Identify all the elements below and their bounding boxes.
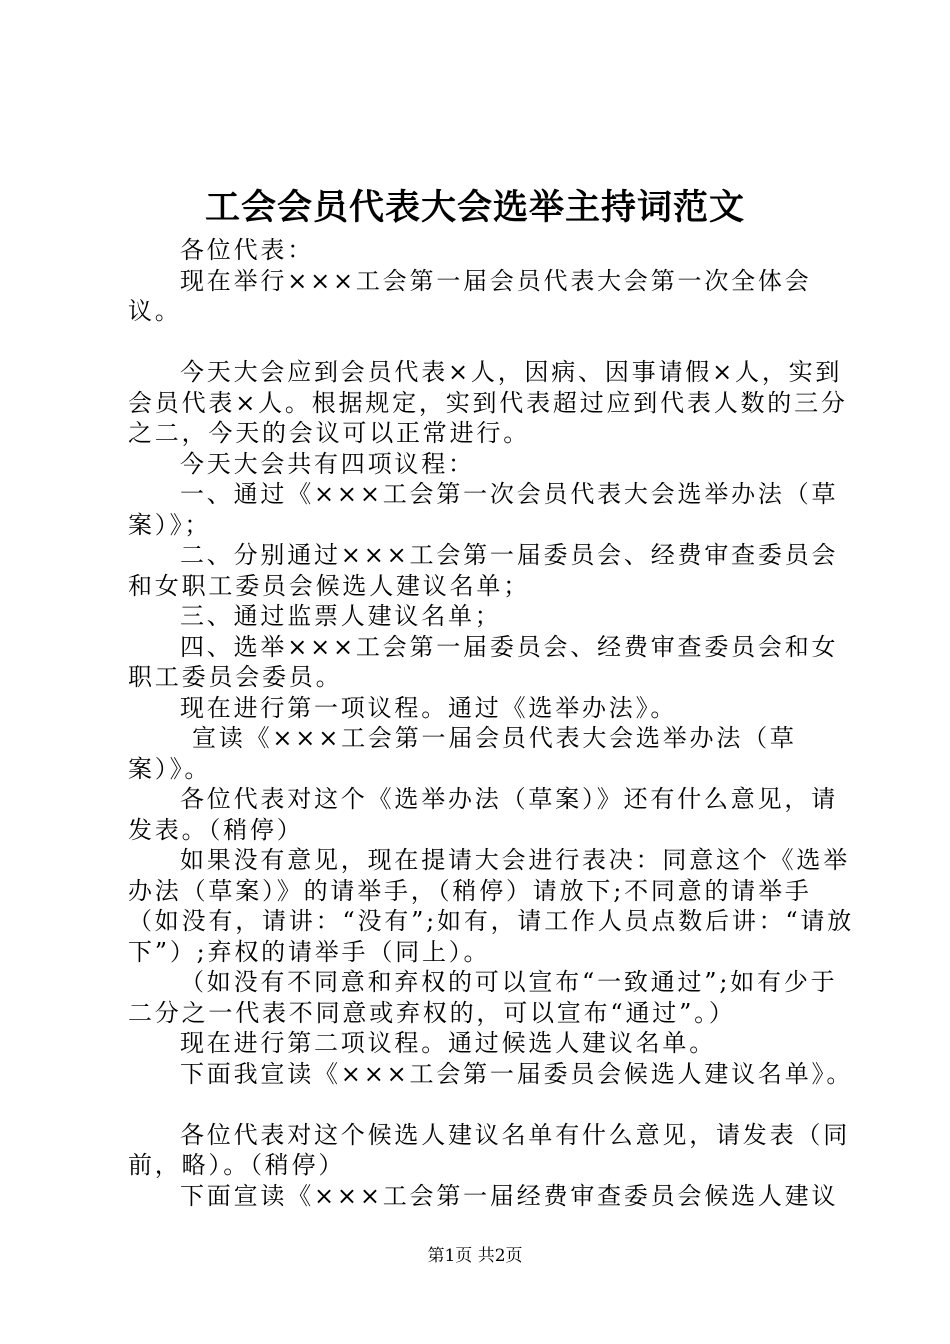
document-title: 工会会员代表大会选举主持词范文 [204, 187, 745, 228]
paragraph: 各位代表对这个《选举办法（草案）》还有什么意见，请发表。（稍停） [128, 785, 838, 844]
paragraph: 各位代表： [180, 236, 314, 264]
paragraph: 宣读《×××工会第一届会员代表大会选举办法（草案）》。 [128, 724, 797, 783]
document-body [128, 235, 858, 1211]
paragraph: （如没有不同意和弃权的可以宣布“一致通过”;如有少于二分之一代表不同意或弃权的，可以宣布“通过”。） [128, 968, 838, 1027]
paragraph: 现在进行第一项议程。通过《选举办法》。 [180, 693, 678, 722]
paragraph: 下面我宣读《×××工会第一届委员会候选人建议名单》。 [180, 1059, 854, 1088]
paragraph: 现在进行第二项议程。通过候选人建议名单。 [180, 1029, 716, 1057]
paragraph: 四、选举×××工会第一届委员会、经费审查委员会和女职工委员会委员。 [128, 632, 839, 691]
paragraph: 一、通过《×××工会第一次会员代表大会选举办法（草案）》； [128, 480, 839, 539]
page-footer: 第1页 共2页 [427, 1246, 523, 1266]
paragraph: 各位代表对这个候选人建议名单有什么意见，请发表（同前，略）。（稍停） [128, 1120, 850, 1179]
paragraph: 现在举行×××工会第一届会员代表大会第一次全体会议。 [128, 266, 812, 325]
paragraph: 如果没有意见，现在提请大会进行表决：同意这个《选举办法（草案）》的请举手，（稍停）请放下;不同意的请举手（如没有，请讲：“没有”;如有，请工作人员点数后讲：“请放下”）;弃权的请举手（同上）。 [128, 846, 855, 966]
paragraph: 三、通过监票人建议名单； [180, 602, 502, 630]
paragraph: 今天大会共有四项议程： [180, 449, 475, 478]
paragraph: 二、分别通过×××工会第一届委员会、经费审查委员会和女职工委员会候选人建议名单； [128, 541, 839, 600]
paragraph: 今天大会应到会员代表×人，因病、因事请假×人，实到会员代表×人。根据规定，实到代表超过应到代表人数的三分之二，今天的会议可以正常进行。 [128, 358, 848, 447]
paragraph: 下面宣读《×××工会第一届经费审查委员会候选人建议 [180, 1181, 839, 1210]
